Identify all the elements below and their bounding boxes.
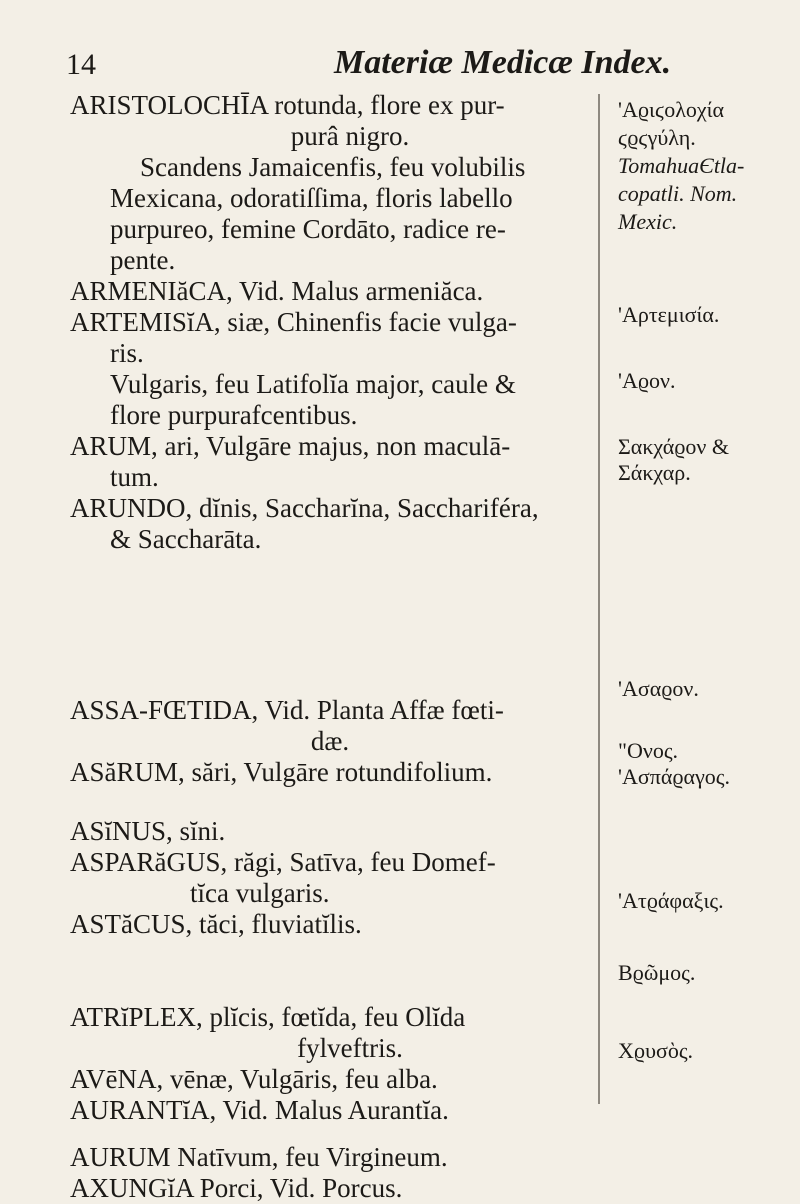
greek-line: 'Αϱον. xyxy=(618,368,676,393)
entry-line: ARUNDO, dĭnis, Saccharĭna, Sacchariféra, xyxy=(70,493,539,523)
entry-asparagus xyxy=(70,847,590,909)
entry-line: tum. xyxy=(110,462,159,492)
greek-line: 'Αϱιϛολοχία xyxy=(618,97,725,122)
greek-line: 'Ατϱάφαξις. xyxy=(618,888,724,913)
greek-line: ϛϱϛγύλη. xyxy=(618,125,696,150)
greek-asarum xyxy=(618,676,699,702)
greek-arum xyxy=(618,368,676,394)
index-entries xyxy=(70,90,590,1204)
greek-aurum xyxy=(618,1038,693,1064)
entry-axungia xyxy=(70,1173,590,1204)
entry-atriplex xyxy=(70,1002,590,1064)
entry-line: fylveftris. xyxy=(297,1033,403,1063)
entry-line: ARMENIăCA, Vid. Malus armeniăca. xyxy=(70,276,484,306)
greek-line: copatli. Nom. xyxy=(618,181,738,206)
entry-line: tĭca vulgaris. xyxy=(190,878,330,908)
entry-assa xyxy=(70,695,590,757)
entry-line: ARUM, ari, Vulgāre majus, non maculā- xyxy=(70,431,511,461)
greek-line: 'Ασπάϱαγος. xyxy=(618,764,730,789)
entry-line: ARISTOLOCHĪA rotunda, flore ex pur- xyxy=(70,90,505,120)
entry-avena xyxy=(70,1064,590,1095)
greek-atriplex xyxy=(618,888,724,914)
greek-line: Mexic. xyxy=(618,209,678,234)
greek-artemisia xyxy=(618,302,719,328)
entry-line: Vulgaris, feu Latifolĭa major, caule & xyxy=(110,369,516,399)
greek-avena xyxy=(618,960,695,986)
entry-line: AVēNA, vēnæ, Vulgāris, feu alba. xyxy=(70,1064,438,1094)
entry-arundo xyxy=(70,493,590,555)
greek-line: Χϱυσὸς. xyxy=(618,1038,694,1063)
entry-line: AXUNGĭA Porci, Vid. Porcus. xyxy=(70,1173,403,1203)
greek-line: Σακχάϱον & xyxy=(618,434,729,459)
entry-line: AURUM Natīvum, feu Virgineum. xyxy=(70,1142,448,1172)
entry-aristolochia xyxy=(70,90,590,276)
entry-line: ASTăCUS, tăci, fluviatĭlis. xyxy=(70,909,362,939)
greek-line: TomahuaЄtla- xyxy=(618,153,745,178)
entry-line: dæ. xyxy=(310,726,350,756)
greek-aristolochia xyxy=(618,96,744,236)
entry-line: Scandens Jamaicenfis, feu volubilis xyxy=(140,152,526,182)
greek-asparagus xyxy=(618,764,730,790)
entry-arum xyxy=(70,431,590,493)
greek-asinus xyxy=(618,738,678,764)
greek-arundo xyxy=(618,434,729,486)
greek-line: Σάκχαρ. xyxy=(618,460,691,485)
entry-line: ASăRUM, sări, Vulgāre rotundifolium. xyxy=(70,757,493,787)
entry-asinus xyxy=(70,816,590,847)
entry-armeniaca xyxy=(70,276,590,307)
greek-line: 'Ασαϱον. xyxy=(618,676,699,701)
entry-line: & Saccharāta. xyxy=(110,524,262,554)
entry-line: ATRĭPLEX, plĭcis, fœtĭda, feu Olĭda xyxy=(70,1002,466,1032)
entry-aurantia xyxy=(70,1095,590,1126)
running-head: Materiæ Medicæ Index. xyxy=(334,44,672,81)
entry-aurum xyxy=(70,1142,590,1173)
page-number: 14 xyxy=(66,48,96,81)
entry-line: ris. xyxy=(110,338,144,368)
greek-line: Βϱῶμος. xyxy=(618,960,696,985)
entry-line: purâ nigro. xyxy=(290,121,410,151)
entry-asarum xyxy=(70,757,590,788)
greek-line: 'Αρτεμισία. xyxy=(618,302,720,327)
entry-line: Mexicana, odoratiſſima, floris labello xyxy=(110,183,513,213)
entry-astacus xyxy=(70,909,590,940)
entry-line: purpureo, femine Cordāto, radice re- xyxy=(110,214,506,244)
entry-artemisia xyxy=(70,307,590,431)
column-rule xyxy=(598,94,600,1104)
entry-line: flore purpurafcentibus. xyxy=(110,400,358,430)
entry-line: ASSA-FŒTIDA, Vid. Planta Affæ fœti- xyxy=(70,695,504,725)
entry-line: pente. xyxy=(110,245,176,275)
entry-line: ASPARăGUS, răgi, Satīva, feu Domef- xyxy=(70,847,496,877)
entry-line: AURANTĭA, Vid. Malus Aurantĭa. xyxy=(70,1095,449,1125)
greek-line: "Ονος. xyxy=(618,738,679,763)
entry-line: ASĭNUS, sĭni. xyxy=(70,816,226,846)
entry-line: ARTEMISĭA, siæ, Chinenfis facie vulga- xyxy=(70,307,517,337)
